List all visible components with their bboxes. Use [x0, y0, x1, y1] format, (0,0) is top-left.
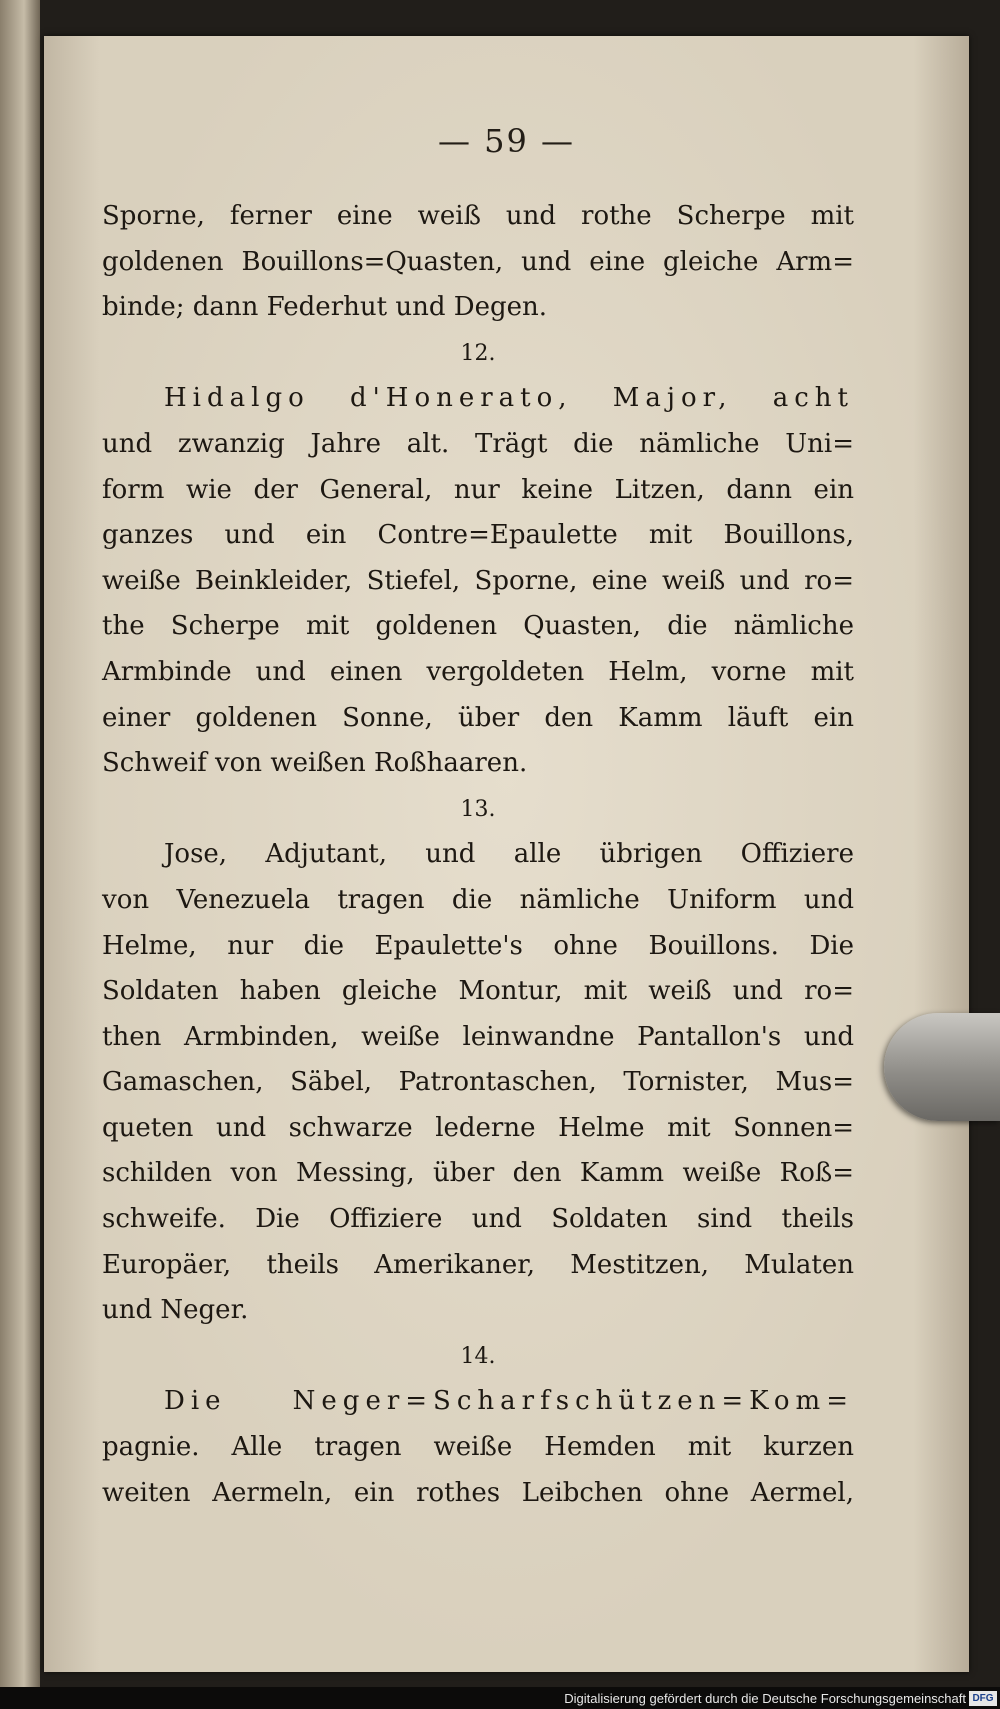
- text-line: queten und schwarze lederne Helme mit Sonnen=: [102, 1112, 854, 1143]
- book-page: [44, 36, 969, 1672]
- text-line: Sporne, ferner eine weiß und rothe Scherpe mit: [102, 201, 854, 231]
- text-line: goldenen Bouillons=Quasten, und eine gleiche Arm=: [102, 246, 854, 277]
- text-line: weiße Beinkleider, Stiefel, Sporne, eine weiß und ro=: [102, 565, 854, 596]
- text-line: Hidalgo d'Honerato, Major, acht: [164, 383, 854, 414]
- page-text: [102, 194, 854, 1516]
- section-number: 14.: [460, 1343, 496, 1369]
- text-line: Europäer, theils Amerikaner, Mestitzen, Mulaten: [102, 1249, 854, 1280]
- text-line: weiten Aermeln, ein rothes Leibchen ohne Aermel,: [102, 1477, 854, 1508]
- text-line: und zwanzig Jahre alt. Trägt die nämliche Uni=: [102, 428, 854, 459]
- text-line: the Scherpe mit goldenen Quasten, die nämliche: [102, 611, 854, 642]
- text-line: Soldaten haben gleiche Montur, mit weiß und ro=: [102, 976, 854, 1007]
- text-line: Gamaschen, Säbel, Patrontaschen, Tornister, Mus=: [102, 1067, 854, 1098]
- text-line: form wie der General, nur keine Litzen, dann ein: [102, 474, 854, 505]
- text-line: binde; dann Federhut und Degen.: [102, 292, 547, 323]
- text-line: Armbinde und einen vergoldeten Helm, vorne mit: [102, 656, 854, 687]
- text-line: einer goldenen Sonne, über den Kamm läuft ein: [102, 702, 854, 733]
- text-line: ganzes und ein Contre=Epaulette mit Bouillons,: [102, 520, 854, 551]
- section-number: 13.: [460, 796, 496, 822]
- text-line: then Armbinden, weiße leinwandne Pantallon's und: [102, 1021, 854, 1052]
- text-line: schilden von Messing, über den Kamm weiße Roß=: [102, 1158, 854, 1189]
- previous-page-edge: [0, 0, 40, 1709]
- dfg-logo: DFG: [969, 1691, 997, 1706]
- text-line: pagnie. Alle tragen weiße Hemden mit kurzen: [102, 1432, 854, 1463]
- text-line: schweife. Die Offiziere und Soldaten sind theils: [102, 1204, 854, 1235]
- text-line: Die Neger=Scharfschützen=Kom=: [164, 1386, 854, 1417]
- funding-credit: Digitalisierung gefördert durch die Deutsche Forschungsgemeinschaft: [564, 1691, 966, 1706]
- page-clip: [884, 1013, 1000, 1121]
- text-line: Jose, Adjutant, und alle übrigen Offiziere: [164, 839, 854, 870]
- footer-bar: [0, 1687, 1000, 1709]
- text-line: Helme, nur die Epaulette's ohne Bouillons. Die: [102, 930, 854, 961]
- page-number: — 59 —: [437, 122, 576, 160]
- text-line: Schweif von weißen Roßhaaren.: [102, 748, 528, 779]
- text-line: und Neger.: [102, 1295, 249, 1326]
- section-number: 12.: [460, 340, 496, 366]
- text-line: von Venezuela tragen die nämliche Uniform und: [102, 884, 854, 915]
